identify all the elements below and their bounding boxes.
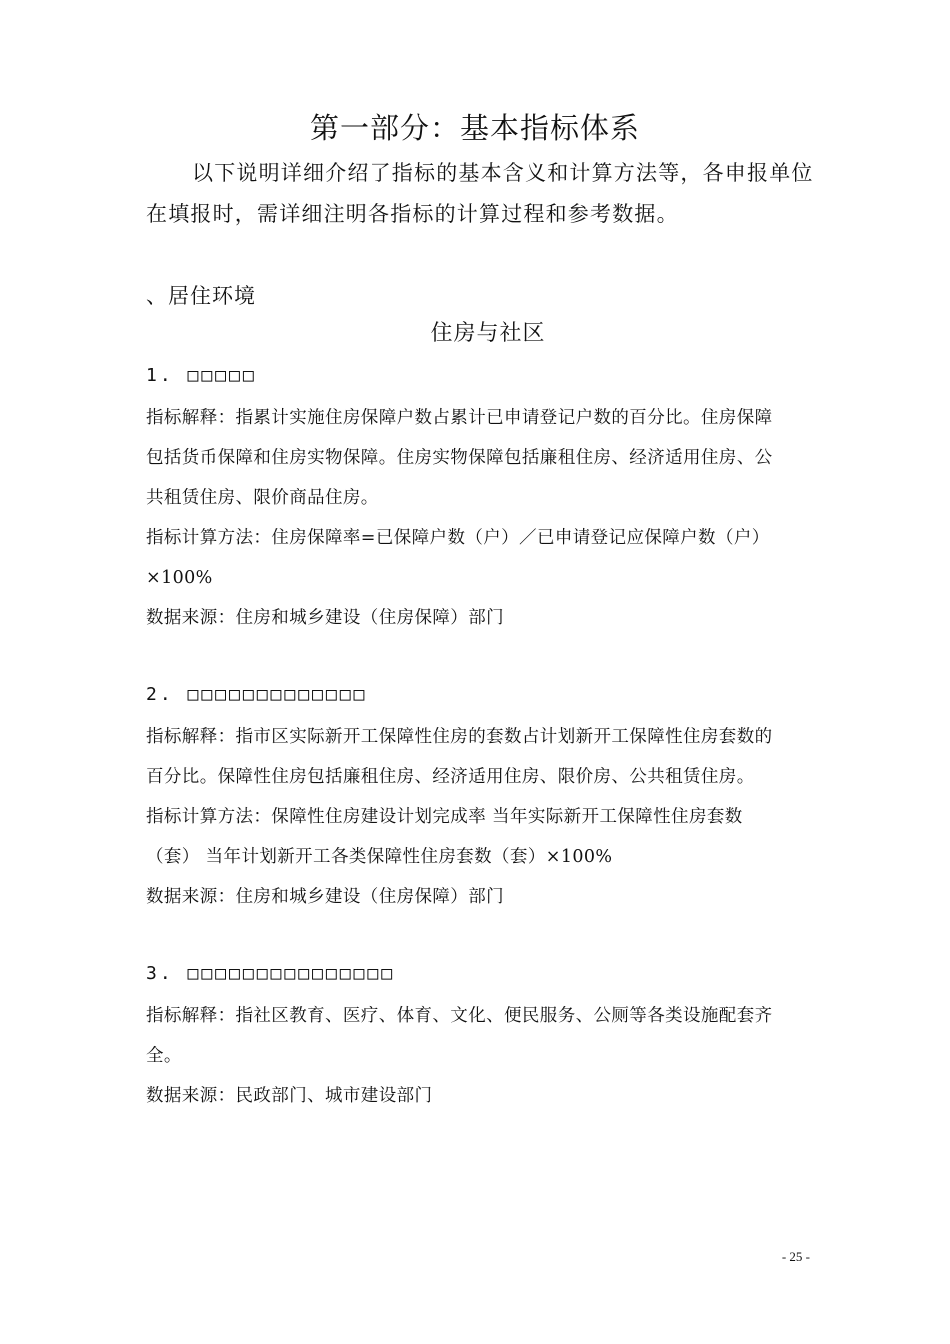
item-2-line-4: （套） 当年计划新开工各类保障性住房套数（套）×100% — [146, 847, 613, 867]
section-heading: 、居住环境 — [146, 284, 256, 308]
item-3-heading: 3. □□□□□□□□□□□□□□□ — [146, 963, 396, 984]
item-2-heading: 2. □□□□□□□□□□□□□ — [146, 684, 368, 705]
item-2-line-5: 数据来源：住房和城乡建设（住房保障）部门 — [146, 887, 504, 907]
page-title: 第一部分：基本指标体系 — [309, 111, 640, 145]
item-1-line-3: 共租赁住房、限价商品住房。 — [146, 488, 379, 508]
item-1-line-4: 指标计算方法：住房保障率=已保障户数（户）／已申请登记应保障户数（户） — [146, 528, 770, 548]
intro-line-1: 以下说明详细介绍了指标的基本含义和计算方法等，各申报单位 — [192, 161, 814, 185]
item-1-line-1: 指标解释：指累计实施住房保障户数占累计已申请登记户数的百分比。住房保障 — [146, 408, 773, 428]
item-1-line-2: 包括货币保障和住房实物保障。住房实物保障包括廉租住房、经济适用住房、公 — [146, 448, 773, 468]
item-3-line-3: 数据来源：民政部门、城市建设部门 — [146, 1086, 433, 1106]
item-3-line-2: 全。 — [146, 1046, 182, 1066]
page-number: - 25 - — [781, 1249, 810, 1264]
section-subheading: 住房与社区 — [430, 321, 546, 346]
item-3-line-1: 指标解释：指社区教育、医疗、体育、文化、便民服务、公厕等各类设施配套齐 — [146, 1006, 773, 1026]
item-2-line-3: 指标计算方法：保障性住房建设计划完成率 当年实际新开工保障性住房套数 — [146, 807, 743, 827]
item-1-line-5: ×100% — [146, 568, 213, 588]
item-2-line-2: 百分比。保障性住房包括廉租住房、经济适用住房、限价房、公共租赁住房。 — [146, 767, 755, 787]
item-1-heading: 1. □□□□□ — [146, 365, 257, 386]
intro-line-2: 在填报时，需详细注明各指标的计算过程和参考数据。 — [146, 202, 679, 226]
item-2-line-1: 指标解释：指市区实际新开工保障性住房的套数占计划新开工保障性住房套数的 — [146, 727, 773, 747]
item-1-line-6: 数据来源：住房和城乡建设（住房保障）部门 — [146, 608, 504, 628]
